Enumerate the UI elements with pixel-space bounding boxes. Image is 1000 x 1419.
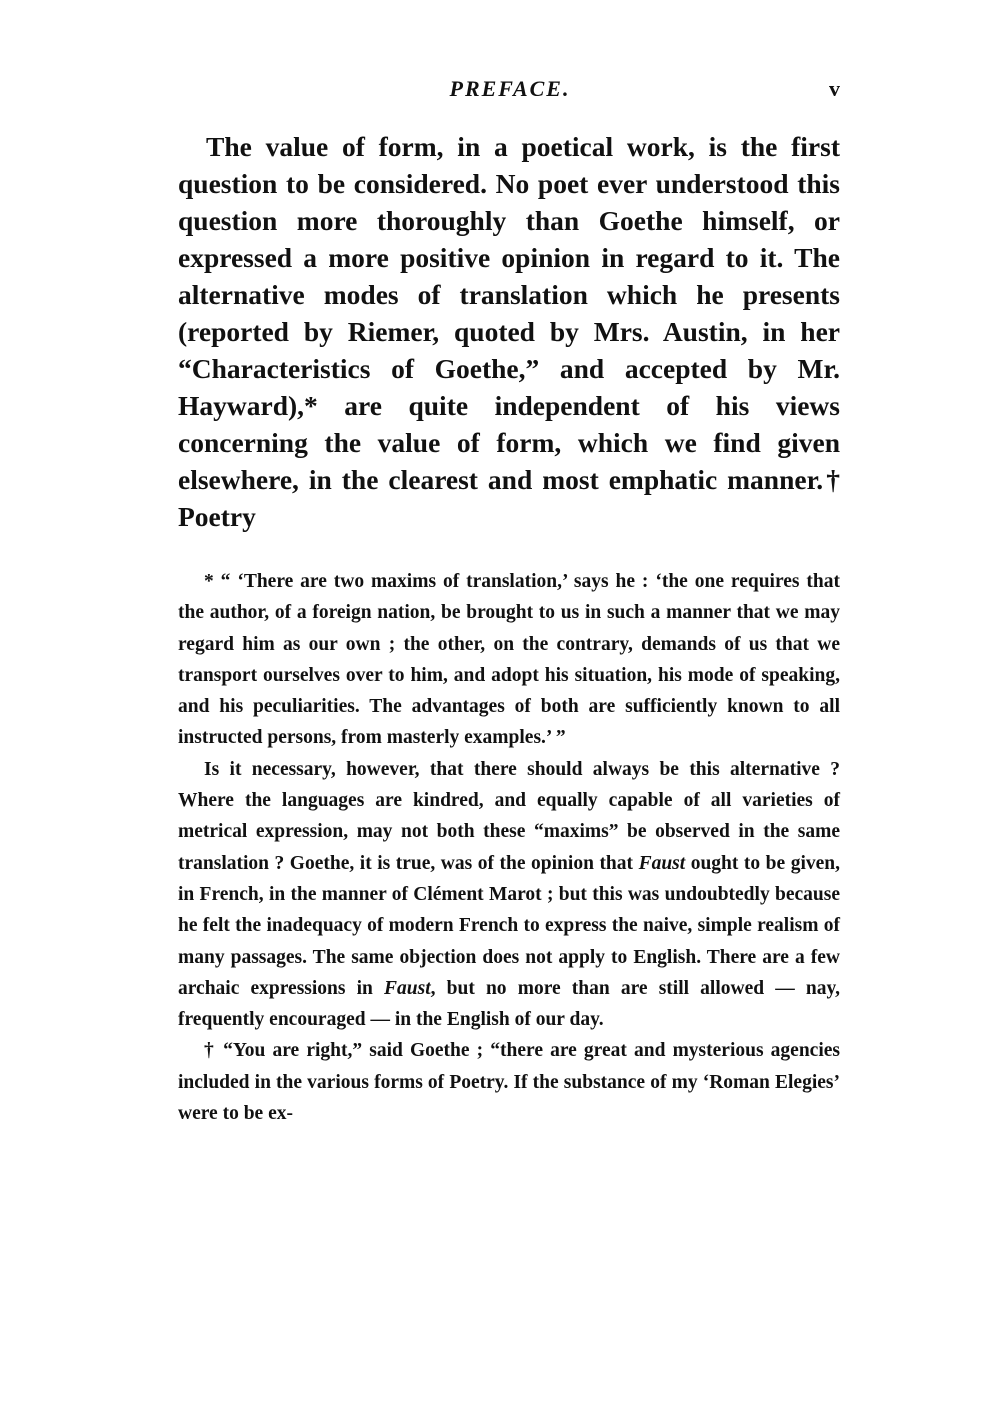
faust-title-1: Faust xyxy=(638,852,686,874)
footnote-dagger: † “You are right,” said Goethe ; “there are great and mysterious agencies included in the various forms of Poetry. If the substance of my ‘Roman Elegies’ were to be ex- xyxy=(178,1040,840,1125)
faust-title-2: Faust xyxy=(384,977,431,999)
page-number: v xyxy=(829,76,840,101)
page-header xyxy=(178,70,842,106)
running-head: PREFACE. xyxy=(449,76,571,101)
body-paragraph: The value of form, in a poetical work, is the first question to be considered. No poet ever understood this question more thoroughly than Goethe himself, or expressed a more positive opinion in regard to it. The alternative modes of translation which he presents (reported by Riemer, quoted by Mrs. Austin, in her “Characteristics of Goethe,” and accepted by Mr. Hayward),* are quite independent of his views concerning the value of form, which we find given elsewhere, in the clearest and most emphatic manner.† Poetry xyxy=(178,131,840,532)
comment-part-2: ought to be given, in French, in the manner of Clément Marot ; but this was undoubtedly because he felt the inadequacy of modern French to express the naive, simple realism of many passages. The same objection does not apply to English. There are a few archaic expressions in xyxy=(178,852,841,999)
footnote-star: * “ ‘There are two maxims of translation,’ says he : ‘the one requires that the author, of a foreign nation, be brought to us in such a manner that we may regard him as our own ; the other, on the contrary, demands of us that we transport ourselves over to him, and adopt his situation, his mode of speaking, and his peculiarities. The advantages of both are sufficiently known to all instructed persons, from masterly examples.’ ” xyxy=(178,571,840,749)
comment-part-3: , but no more than are still allowed — nay, frequently encouraged — in the English of our day. xyxy=(178,977,840,1031)
comment-part-1: Is it necessary, however, that there should always be this alternative ? Where the languages are kindred, and equally capable of all varieties of metrical expression, may not both these “maxims” be observed in the same translation ? Goethe, it is true, was of the opinion that xyxy=(178,758,840,874)
footnotes xyxy=(178,566,840,1129)
main-text xyxy=(178,128,840,535)
footnote-comment xyxy=(178,754,840,1036)
